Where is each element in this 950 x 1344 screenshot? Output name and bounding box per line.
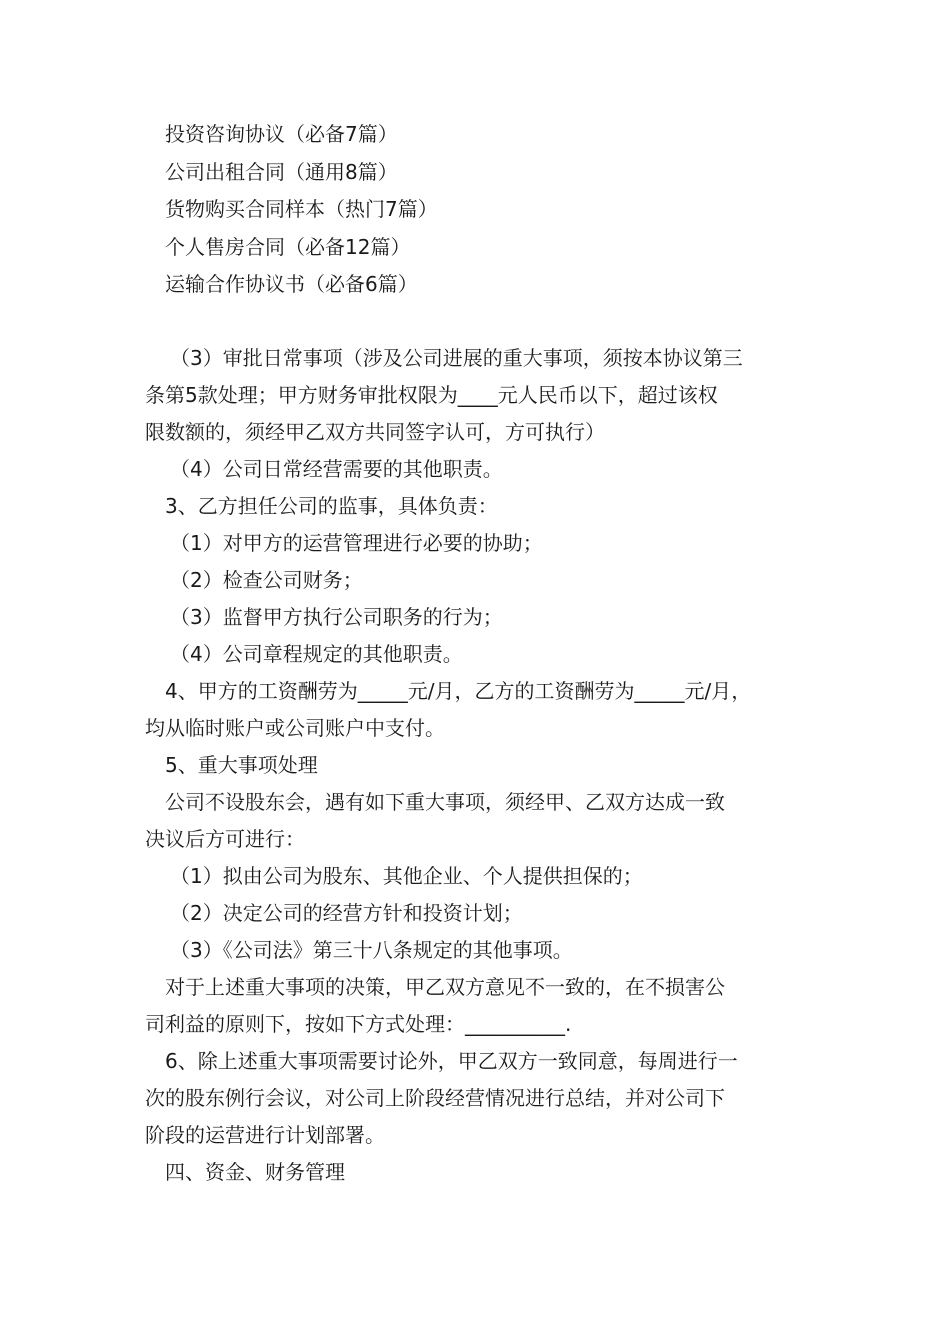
- related-links-list: [165, 116, 438, 304]
- paragraph-line: 4、甲方的工资酬劳为_____元/月，乙方的工资酬劳为_____元/月，: [165, 679, 752, 703]
- paragraph-line: （1）拟由公司为股东、其他企业、个人提供担保的；: [170, 864, 643, 888]
- related-link[interactable]: 个人售房合同（必备12篇）: [165, 234, 411, 259]
- paragraph-line: （3）审批日常事项（涉及公司进展的重大事项，须按本协议第三: [170, 346, 743, 370]
- paragraph-line: 决议后方可进行：: [145, 827, 305, 851]
- paragraph-line: 公司不设股东会，遇有如下重大事项，须经甲、乙双方达成一致: [165, 790, 725, 814]
- paragraph-line: （3）《公司法》第三十八条规定的其他事项。: [170, 938, 573, 962]
- paragraph-line: 次的股东例行会议，对公司上阶段经营情况进行总结，并对公司下: [145, 1086, 725, 1110]
- section-heading: 5、重大事项处理: [165, 753, 318, 777]
- paragraph-line: （2）决定公司的经营方针和投资计划；: [170, 901, 523, 925]
- related-link[interactable]: 货物购买合同样本（热门7篇）: [165, 197, 438, 221]
- section-heading: 四、资金、财务管理: [165, 1160, 345, 1184]
- paragraph-line: 司利益的原则下，按如下方式处理：__________.: [145, 1012, 572, 1036]
- paragraph-line: 条第5款处理；甲方财务审批权限为____元人民币以下，超过该权: [145, 383, 718, 407]
- paragraph-line: （4）公司章程规定的其他职责。: [170, 642, 463, 666]
- related-link[interactable]: 运输合作协议书（必备6篇）: [165, 272, 418, 296]
- paragraph-line: （3）监督甲方执行公司职务的行为；: [170, 605, 503, 629]
- paragraph-line: 对于上述重大事项的决策，甲乙双方意见不一致的，在不损害公: [165, 975, 725, 999]
- paragraph-line: 均从临时账户或公司账户中支付。: [145, 716, 445, 740]
- paragraph-line: （4）公司日常经营需要的其他职责。: [170, 457, 503, 481]
- paragraph-line: 阶段的运营进行计划部署。: [145, 1123, 385, 1147]
- paragraph-line: 6、除上述重大事项需要讨论外，甲乙双方一致同意，每周进行一: [165, 1049, 738, 1073]
- paragraph-line: （2）检查公司财务；: [170, 568, 363, 592]
- section-heading: 3、乙方担任公司的监事，具体负责：: [165, 494, 498, 518]
- related-link[interactable]: 投资咨询协议（必备7篇）: [165, 122, 398, 146]
- paragraph-line: 限数额的，须经甲乙双方共同签字认可，方可执行）: [145, 420, 605, 444]
- paragraph-line: （1）对甲方的运营管理进行必要的协助；: [170, 531, 543, 555]
- document-body: [145, 340, 820, 1191]
- related-link[interactable]: 公司出租合同（通用8篇）: [165, 159, 398, 184]
